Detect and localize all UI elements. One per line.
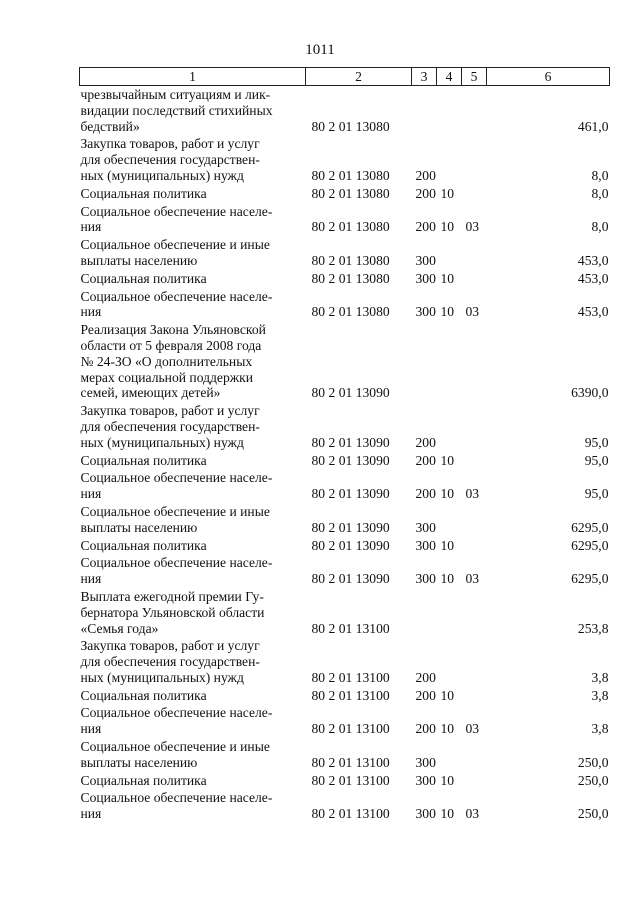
target-code: 80 2 01 13090 <box>311 537 390 553</box>
item-name-line: мерах социальной поддержки <box>80 369 254 385</box>
expense-type: 200 <box>415 452 436 468</box>
item-name-line: семей, имеющих детей» <box>80 385 221 401</box>
header-row <box>80 68 610 86</box>
target-code: 80 2 01 13090 <box>311 486 390 502</box>
section-code <box>437 402 462 451</box>
subsection-code: 03 <box>465 219 480 235</box>
amount-value: 250,0 <box>577 806 609 822</box>
expense-type: 200 <box>415 219 436 235</box>
table-body <box>80 86 610 824</box>
item-name <box>80 270 306 288</box>
section-code <box>437 236 462 270</box>
expense-type: 200 <box>415 486 436 502</box>
header-col-2: 2 <box>306 68 412 86</box>
table-row <box>80 270 610 288</box>
amount-value: 95,0 <box>584 434 609 450</box>
section-code: 10 <box>440 772 455 788</box>
item-name-line: выплаты населению <box>80 519 198 535</box>
item-name <box>80 772 306 790</box>
amount-value: 3,8 <box>591 721 609 737</box>
amount-value: 453,0 <box>577 270 609 286</box>
subsection-code <box>462 588 487 637</box>
section-code: 10 <box>440 806 455 822</box>
item-name <box>80 503 306 537</box>
item-name-line: Социальное обеспечение и иные <box>80 237 270 253</box>
expense-type: 300 <box>415 304 436 320</box>
table-row <box>80 185 610 203</box>
subsection-code <box>462 772 487 790</box>
item-name-line: Социальная политика <box>80 270 207 286</box>
table-row <box>80 321 610 402</box>
target-code: 80 2 01 13090 <box>311 434 390 450</box>
amount-value: 95,0 <box>584 486 609 502</box>
amount-value: 6390,0 <box>571 385 609 401</box>
item-name <box>80 185 306 203</box>
item-name-line: Закупка товаров, работ и услуг <box>80 403 260 419</box>
target-code: 80 2 01 13100 <box>311 687 390 703</box>
item-name-line: Социальное обеспечение и иные <box>80 739 270 755</box>
target-code: 80 2 01 13080 <box>311 270 390 286</box>
target-code: 80 2 01 13100 <box>311 772 390 788</box>
item-name-line: для обеспечения государствен- <box>80 418 260 434</box>
table-row <box>80 738 610 772</box>
section-code <box>437 86 462 136</box>
target-code: 80 2 01 13080 <box>311 185 390 201</box>
section-code: 10 <box>440 571 455 587</box>
subsection-code <box>462 537 487 555</box>
expense-type: 200 <box>415 687 436 703</box>
amount-value: 453,0 <box>577 252 609 268</box>
target-code: 80 2 01 13090 <box>311 452 390 468</box>
item-name-line: Закупка товаров, работ и услуг <box>80 638 260 654</box>
item-name-line: ных (муниципальных) нужд <box>80 167 244 183</box>
expense-type: 200 <box>415 434 436 450</box>
item-name <box>80 537 306 555</box>
item-name-line: бедствий» <box>80 118 140 134</box>
header-col-4: 4 <box>437 68 462 86</box>
table-row <box>80 687 610 705</box>
item-name-line: выплаты населению <box>80 754 198 770</box>
header-col-1: 1 <box>80 68 306 86</box>
target-code: 80 2 01 13090 <box>311 385 390 401</box>
item-name-line: Социальное обеспечение и иные <box>80 503 270 519</box>
expense-type <box>412 588 437 637</box>
amount-value: 8,0 <box>591 167 609 183</box>
expense-type: 300 <box>415 571 436 587</box>
item-name-line: ных (муниципальных) нужд <box>80 434 244 450</box>
section-code <box>437 637 462 686</box>
section-code: 10 <box>440 270 455 286</box>
item-name-line: «Семья года» <box>80 620 159 636</box>
subsection-code: 03 <box>465 721 480 737</box>
expense-type: 300 <box>415 772 436 788</box>
target-code: 80 2 01 13090 <box>311 519 390 535</box>
item-name-line: Социальное обеспечение населе- <box>80 470 273 486</box>
amount-value: 453,0 <box>577 304 609 320</box>
expense-type: 200 <box>415 721 436 737</box>
expense-type: 200 <box>415 669 436 685</box>
expense-type: 300 <box>415 754 436 770</box>
table-row <box>80 86 610 136</box>
expense-type <box>412 86 437 136</box>
target-code: 80 2 01 13080 <box>311 219 390 235</box>
item-name <box>80 704 306 738</box>
item-name <box>80 637 306 686</box>
expense-type: 300 <box>415 537 436 553</box>
item-name-line: Социальная политика <box>80 537 207 553</box>
item-name-line: ных (муниципальных) нужд <box>80 669 244 685</box>
item-name-line: Социальная политика <box>80 772 207 788</box>
item-name <box>80 588 306 637</box>
subsection-code: 03 <box>465 304 480 320</box>
subsection-code <box>462 321 487 402</box>
table-row <box>80 588 610 637</box>
subsection-code: 03 <box>465 806 480 822</box>
section-code: 10 <box>440 452 455 468</box>
item-name <box>80 86 306 136</box>
amount-value: 6295,0 <box>571 537 609 553</box>
section-code <box>437 503 462 537</box>
expense-type: 200 <box>415 167 436 183</box>
target-code: 80 2 01 13090 <box>311 571 390 587</box>
item-name <box>80 203 306 237</box>
subsection-code <box>462 738 487 772</box>
table-row <box>80 503 610 537</box>
amount-value: 253,8 <box>577 620 609 636</box>
header-col-3: 3 <box>412 68 437 86</box>
subsection-code: 03 <box>465 571 480 587</box>
section-code <box>437 738 462 772</box>
subsection-code <box>462 687 487 705</box>
amount-value: 461,0 <box>577 118 609 134</box>
subsection-code <box>462 236 487 270</box>
target-code: 80 2 01 13080 <box>311 252 390 268</box>
section-code: 10 <box>440 219 455 235</box>
item-name-line: для обеспечения государствен- <box>80 152 260 168</box>
item-name <box>80 554 306 588</box>
target-code: 80 2 01 13080 <box>311 118 390 134</box>
item-name-line: области от 5 февраля 2008 года <box>80 337 262 353</box>
budget-table <box>79 67 610 823</box>
item-name-line: для обеспечения государствен- <box>80 654 260 670</box>
item-name <box>80 321 306 402</box>
table-row <box>80 789 610 823</box>
item-name-line: ния <box>80 721 102 737</box>
item-name-line: Социальная политика <box>80 185 207 201</box>
subsection-code <box>462 452 487 470</box>
subsection-code: 03 <box>465 486 480 502</box>
item-name-line: Социальное обеспечение населе- <box>80 555 273 571</box>
header-col-5: 5 <box>462 68 487 86</box>
table-header <box>80 68 610 86</box>
subsection-code <box>462 135 487 184</box>
target-code: 80 2 01 13100 <box>311 721 390 737</box>
target-code: 80 2 01 13080 <box>311 304 390 320</box>
section-code: 10 <box>440 721 455 737</box>
table-row <box>80 203 610 237</box>
amount-value: 250,0 <box>577 754 609 770</box>
expense-type: 300 <box>415 270 436 286</box>
item-name-line: ния <box>80 219 102 235</box>
item-name <box>80 452 306 470</box>
target-code: 80 2 01 13100 <box>311 806 390 822</box>
expense-type: 300 <box>415 252 436 268</box>
section-code <box>437 321 462 402</box>
amount-value: 6295,0 <box>571 519 609 535</box>
item-name-line: Закупка товаров, работ и услуг <box>80 136 260 152</box>
table-row <box>80 704 610 738</box>
item-name <box>80 402 306 451</box>
item-name-line: Социальное обеспечение населе- <box>80 790 273 806</box>
target-code: 80 2 01 13100 <box>311 754 390 770</box>
target-code: 80 2 01 13100 <box>311 620 390 636</box>
subsection-code <box>462 402 487 451</box>
table-row <box>80 135 610 184</box>
table-row <box>80 772 610 790</box>
header-col-6: 6 <box>487 68 610 86</box>
amount-value: 6295,0 <box>571 571 609 587</box>
subsection-code <box>462 270 487 288</box>
section-code: 10 <box>440 185 455 201</box>
subsection-code <box>462 503 487 537</box>
expense-type <box>412 321 437 402</box>
table-row <box>80 554 610 588</box>
table-row <box>80 288 610 322</box>
item-name-line: ния <box>80 304 102 320</box>
item-name-line: Реализация Закона Ульяновской <box>80 322 266 338</box>
item-name <box>80 469 306 503</box>
table-row <box>80 637 610 686</box>
target-code: 80 2 01 13080 <box>311 167 390 183</box>
item-name-line: выплаты населению <box>80 252 198 268</box>
section-code: 10 <box>440 304 455 320</box>
item-name <box>80 288 306 322</box>
amount-value: 8,0 <box>591 219 609 235</box>
item-name <box>80 738 306 772</box>
amount-value: 3,8 <box>591 687 609 703</box>
amount-value: 95,0 <box>584 452 609 468</box>
table-row <box>80 402 610 451</box>
table-row <box>80 469 610 503</box>
subsection-code <box>462 86 487 136</box>
section-code: 10 <box>440 687 455 703</box>
item-name <box>80 687 306 705</box>
amount-value: 8,0 <box>591 185 609 201</box>
target-code: 80 2 01 13100 <box>311 669 390 685</box>
table-row <box>80 452 610 470</box>
item-name <box>80 789 306 823</box>
item-name-line: ния <box>80 486 102 502</box>
item-name-line: Социальное обеспечение населе- <box>80 288 273 304</box>
item-name-line: Выплата ежегодной премии Гу- <box>80 588 264 604</box>
table-row <box>80 236 610 270</box>
item-name-line: бернатора Ульяновской области <box>80 604 265 620</box>
table-row <box>80 537 610 555</box>
item-name <box>80 236 306 270</box>
section-code: 10 <box>440 486 455 502</box>
section-code: 10 <box>440 537 455 553</box>
amount-value: 250,0 <box>577 772 609 788</box>
subsection-code <box>462 637 487 686</box>
item-name-line: Социальное обеспечение населе- <box>80 705 273 721</box>
item-name-line: Социальное обеспечение населе- <box>80 203 273 219</box>
item-name <box>80 135 306 184</box>
expense-type: 200 <box>415 185 436 201</box>
item-name-line: № 24-ЗО «О дополнительных <box>80 353 253 369</box>
item-name-line: Социальная политика <box>80 452 207 468</box>
item-name-line: ния <box>80 806 102 822</box>
item-name-line: ния <box>80 571 102 587</box>
subsection-code <box>462 185 487 203</box>
amount-value: 3,8 <box>591 669 609 685</box>
expense-type: 300 <box>415 806 436 822</box>
item-name-line: чрезвычайным ситуациям и лик- <box>80 87 271 102</box>
item-name-line: Социальная политика <box>80 687 207 703</box>
expense-type: 300 <box>415 519 436 535</box>
section-code <box>437 135 462 184</box>
page-number: 1011 <box>305 42 335 58</box>
item-name-line: видации последствий стихийных <box>80 102 273 118</box>
section-code <box>437 588 462 637</box>
